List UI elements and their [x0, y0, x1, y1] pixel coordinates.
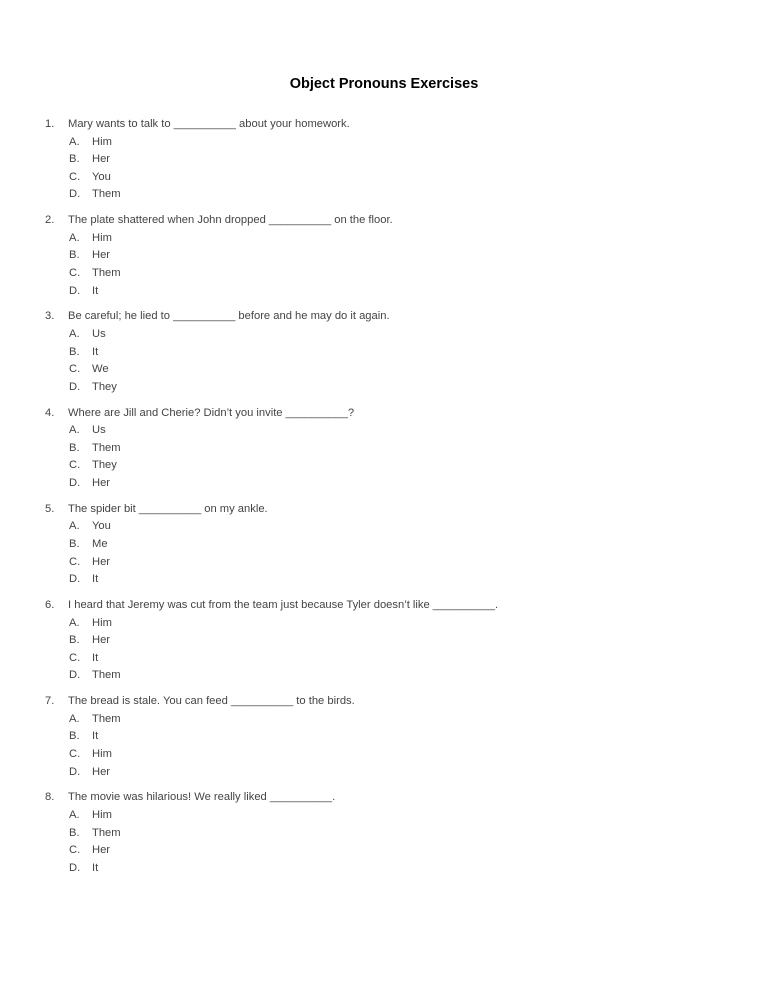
- answer-option: [0, 571, 768, 589]
- option-letter: D.: [69, 188, 81, 201]
- option-text: Them: [92, 826, 121, 839]
- question-8: [0, 789, 768, 885]
- answer-option: [0, 440, 768, 458]
- option-text: Us: [92, 424, 106, 437]
- question-1: [0, 116, 768, 212]
- question-6: [0, 597, 768, 693]
- question-row: [0, 405, 768, 423]
- option-letter: A.: [69, 616, 80, 629]
- option-letter: B.: [69, 730, 80, 743]
- option-letter: C.: [69, 844, 81, 857]
- question-row: [0, 693, 768, 711]
- option-text: Them: [92, 266, 121, 279]
- option-letter: A.: [69, 424, 80, 437]
- option-letter: B.: [69, 345, 80, 358]
- option-letter: C.: [69, 651, 81, 664]
- answer-option: [0, 650, 768, 668]
- answer-option: [0, 230, 768, 248]
- option-letter: A.: [69, 231, 80, 244]
- answer-option: [0, 746, 768, 764]
- option-text: Him: [92, 135, 112, 148]
- option-text: Them: [92, 712, 121, 725]
- answer-option: [0, 422, 768, 440]
- question-number: 5.: [45, 502, 55, 515]
- option-letter: D.: [69, 669, 81, 682]
- option-letter: C.: [69, 170, 81, 183]
- answer-option: [0, 457, 768, 475]
- option-letter: D.: [69, 861, 81, 874]
- question-row: [0, 597, 768, 615]
- question-list: [0, 116, 768, 886]
- answer-option: [0, 283, 768, 301]
- question-5: [0, 501, 768, 597]
- option-text: It: [92, 730, 99, 743]
- option-text: Me: [92, 537, 108, 550]
- option-text: Him: [92, 231, 112, 244]
- option-text: Her: [92, 249, 111, 262]
- option-text: Her: [92, 765, 111, 778]
- option-text: They: [92, 380, 117, 393]
- question-row: [0, 116, 768, 134]
- answer-option: [0, 518, 768, 536]
- answer-option: [0, 860, 768, 878]
- option-letter: B.: [69, 153, 80, 166]
- option-text: Him: [92, 616, 112, 629]
- answer-option: [0, 134, 768, 152]
- question-text: The bread is stale. You can feed __________ to the birds.: [68, 695, 355, 708]
- option-letter: C.: [69, 363, 81, 376]
- question-2: [0, 212, 768, 308]
- question-text: Be careful; he lied to __________ before and he may do it again.: [68, 310, 390, 323]
- question-text: Mary wants to talk to __________ about your homework.: [68, 118, 350, 130]
- option-text: You: [92, 170, 111, 183]
- answer-option: [0, 764, 768, 782]
- question-number: 1.: [45, 118, 55, 130]
- option-text: Him: [92, 747, 112, 760]
- answer-option: [0, 151, 768, 169]
- option-letter: D.: [69, 573, 81, 586]
- question-text: I heard that Jeremy was cut from the team just because Tyler doesn’t like __________.: [68, 598, 499, 611]
- answer-option: [0, 379, 768, 397]
- question-row: [0, 501, 768, 519]
- answer-option: [0, 247, 768, 265]
- answer-option: [0, 554, 768, 572]
- option-letter: D.: [69, 380, 81, 393]
- question-number: 2.: [45, 214, 55, 227]
- question-number: 4.: [45, 406, 55, 419]
- question-3: [0, 308, 768, 404]
- answer-option: [0, 344, 768, 362]
- option-text: Them: [92, 669, 121, 682]
- answer-option: [0, 711, 768, 729]
- answer-option: [0, 265, 768, 283]
- option-letter: C.: [69, 747, 81, 760]
- question-number: 3.: [45, 310, 55, 323]
- option-letter: D.: [69, 284, 81, 297]
- question-text: The plate shattered when John dropped __________ on the floor.: [68, 214, 393, 227]
- page-title: Object Pronouns Exercises: [289, 76, 479, 92]
- option-text: Them: [92, 188, 121, 201]
- answer-option: [0, 807, 768, 825]
- option-letter: B.: [69, 826, 80, 839]
- option-letter: A.: [69, 712, 80, 725]
- answer-option: [0, 169, 768, 187]
- answer-option: [0, 825, 768, 843]
- option-letter: D.: [69, 765, 81, 778]
- option-text: Her: [92, 476, 111, 489]
- option-letter: D.: [69, 476, 81, 489]
- option-letter: B.: [69, 537, 80, 550]
- option-letter: B.: [69, 441, 80, 454]
- option-text: It: [92, 573, 99, 586]
- option-text: Her: [92, 153, 111, 166]
- option-letter: A.: [69, 520, 80, 533]
- answer-option: [0, 615, 768, 633]
- option-letter: C.: [69, 555, 81, 568]
- option-text: Her: [92, 555, 111, 568]
- option-text: It: [92, 284, 99, 297]
- option-text: They: [92, 459, 117, 472]
- option-text: Us: [92, 327, 106, 340]
- option-text: Her: [92, 844, 111, 857]
- option-text: It: [92, 651, 99, 664]
- answer-option: [0, 667, 768, 685]
- answer-option: [0, 536, 768, 554]
- option-text: It: [92, 345, 99, 358]
- answer-option: [0, 186, 768, 204]
- option-letter: B.: [69, 634, 80, 647]
- option-letter: C.: [69, 266, 81, 279]
- answer-option: [0, 326, 768, 344]
- question-row: [0, 212, 768, 230]
- question-row: [0, 789, 768, 807]
- answer-option: [0, 842, 768, 860]
- question-text: The spider bit __________ on my ankle.: [68, 502, 268, 515]
- option-letter: A.: [69, 135, 80, 148]
- question-text: Where are Jill and Cherie? Didn’t you invite __________?: [68, 406, 355, 419]
- option-text: Her: [92, 634, 111, 647]
- question-number: 7.: [45, 695, 55, 708]
- option-letter: B.: [69, 249, 80, 262]
- option-letter: A.: [69, 808, 80, 821]
- question-row: [0, 308, 768, 326]
- option-text: It: [92, 861, 99, 874]
- option-text: We: [92, 363, 109, 376]
- answer-option: [0, 475, 768, 493]
- answer-option: [0, 361, 768, 379]
- question-4: [0, 405, 768, 501]
- option-letter: A.: [69, 327, 80, 340]
- question-text: The movie was hilarious! We really liked __________.: [68, 791, 336, 804]
- question-number: 8.: [45, 791, 55, 804]
- question-7: [0, 693, 768, 789]
- option-text: Them: [92, 441, 121, 454]
- answer-option: [0, 728, 768, 746]
- option-text: You: [92, 520, 111, 533]
- question-number: 6.: [45, 598, 55, 611]
- option-letter: C.: [69, 459, 81, 472]
- answer-option: [0, 632, 768, 650]
- option-text: Him: [92, 808, 112, 821]
